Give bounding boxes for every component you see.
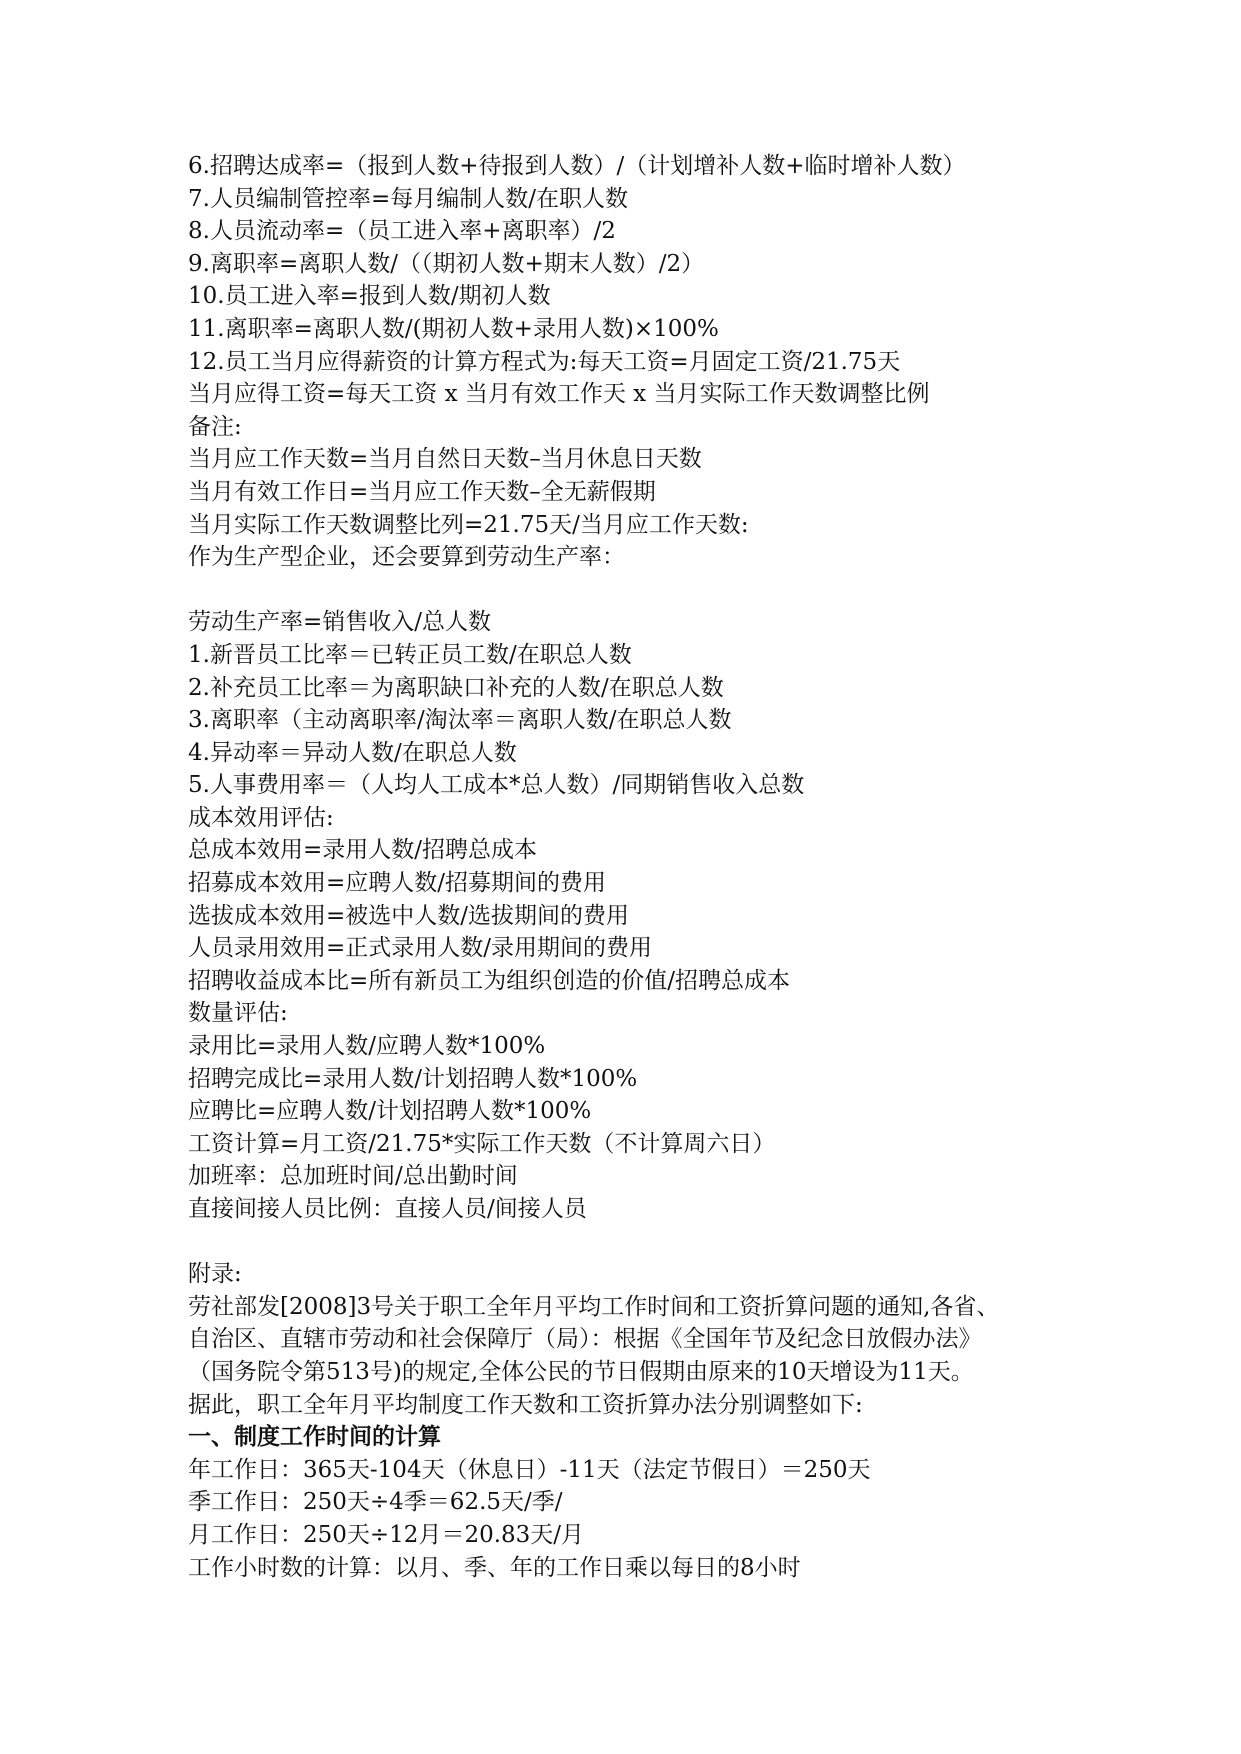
text-line: 当月应工作天数=当月自然日天数–当月休息日天数 xyxy=(188,446,702,473)
text-line: 5.人事费用率＝（人均人工成本*总人数）/同期销售收入总数 xyxy=(188,772,805,799)
text-line: 数量评估: xyxy=(188,1000,288,1027)
text-line: 工资计算=月工资/21.75*实际工作天数（不计算周六日） xyxy=(188,1130,776,1157)
text-line: 12.员工当月应得薪资的计算方程式为:每天工资=月固定工资/21.75天 xyxy=(188,348,901,375)
text-line: 劳社部发[2008]3号关于职工全年月平均工作时间和工资折算问题的通知,各省、 xyxy=(188,1293,1000,1320)
text-line: 作为生产型企业，还会要算到劳动生产率： xyxy=(188,544,625,571)
text-line: 自治区、直辖市劳动和社会保障厅（局）：根据《全国年节及纪念日放假办法》 xyxy=(188,1326,982,1353)
text-line: 工作小时数的计算：以月、季、年的工作日乘以每日的8小时 xyxy=(188,1554,801,1581)
text-line: 年工作日：365天-104天（休息日）-11天（法定节假日）＝250天 xyxy=(188,1456,871,1483)
text-line: 11.离职率=离职人数/(期初人数+录用人数)×100% xyxy=(188,315,719,342)
text-line: 9.离职率=离职人数/（（期初人数+期末人数）/2） xyxy=(188,250,705,277)
text-line: 总成本效用=录用人数/招聘总成本 xyxy=(188,837,538,864)
text-line: 当月实际工作天数调整比列=21.75天/当月应工作天数: xyxy=(188,511,749,538)
text-line: 加班率：总加班时间/总出勤时间 xyxy=(188,1163,518,1190)
text-line: 6.招聘达成率=（报到人数+待报到人数）/（计划增补人数+临时增补人数） xyxy=(188,153,966,179)
text-line: 10.员工进入率=报到人数/期初人数 xyxy=(188,283,551,310)
text-line: 7.人员编制管控率=每月编制人数/在职人数 xyxy=(188,185,628,212)
text-line: 应聘比=应聘人数/计划招聘人数*100% xyxy=(188,1098,592,1125)
text-line: 选拔成本效用=被选中人数/选拔期间的费用 xyxy=(188,902,630,929)
text-line: 招聘收益成本比=所有新员工为组织创造的价值/招聘总成本 xyxy=(188,967,791,994)
text-line: 据此，职工全年月平均制度工作天数和工资折算办法分别调整如下: xyxy=(188,1391,863,1418)
text-line: 季工作日：250天÷4季＝62.5天/季/ xyxy=(188,1489,563,1516)
text-line: 当月应得工资=每天工资 x 当月有效工作天 x 当月实际工作天数调整比例 xyxy=(188,381,930,408)
blank-line xyxy=(188,1226,1068,1259)
blank-line xyxy=(188,574,1068,607)
text-line: 3.离职率（主动离职率/淘汰率＝离职人数/在职总人数 xyxy=(188,707,732,734)
text-line: 成本效用评估: xyxy=(188,804,334,831)
text-line: 直接间接人员比例：直接人员/间接人员 xyxy=(188,1196,587,1222)
text-line: 劳动生产率=销售收入/总人数 xyxy=(188,609,492,636)
text-line: 招聘完成比=录用人数/计划招聘人数*100% xyxy=(188,1065,638,1092)
text-line: 1.新晋员工比率＝已转正员工数/在职总人数 xyxy=(188,641,632,668)
text-line: （国务院令第513号)的规定,全体公民的节日假期由原来的10天增设为11天。 xyxy=(188,1358,974,1385)
text-line: 备注: xyxy=(188,413,242,440)
text-line: 人员录用效用=正式录用人数/录用期间的费用 xyxy=(188,935,653,962)
text-line: 月工作日：250天÷12月＝20.83天/月 xyxy=(188,1521,585,1548)
text-line: 8.人员流动率=（员工进入率+离职率）/2 xyxy=(188,218,616,245)
text-line: 2.补充员工比率＝为离职缺口补充的人数/在职总人数 xyxy=(188,674,724,701)
section-heading: 一、制度工作时间的计算 xyxy=(188,1424,441,1451)
document-body xyxy=(188,150,1068,1584)
text-line: 当月有效工作日=当月应工作天数–全无薪假期 xyxy=(188,478,656,505)
text-line: 录用比=录用人数/应聘人数*100% xyxy=(188,1033,546,1060)
text-line: 招募成本效用=应聘人数/招募期间的费用 xyxy=(188,870,607,897)
text-line: 附录: xyxy=(188,1261,242,1288)
text-line: 4.异动率＝异动人数/在职总人数 xyxy=(188,739,517,766)
